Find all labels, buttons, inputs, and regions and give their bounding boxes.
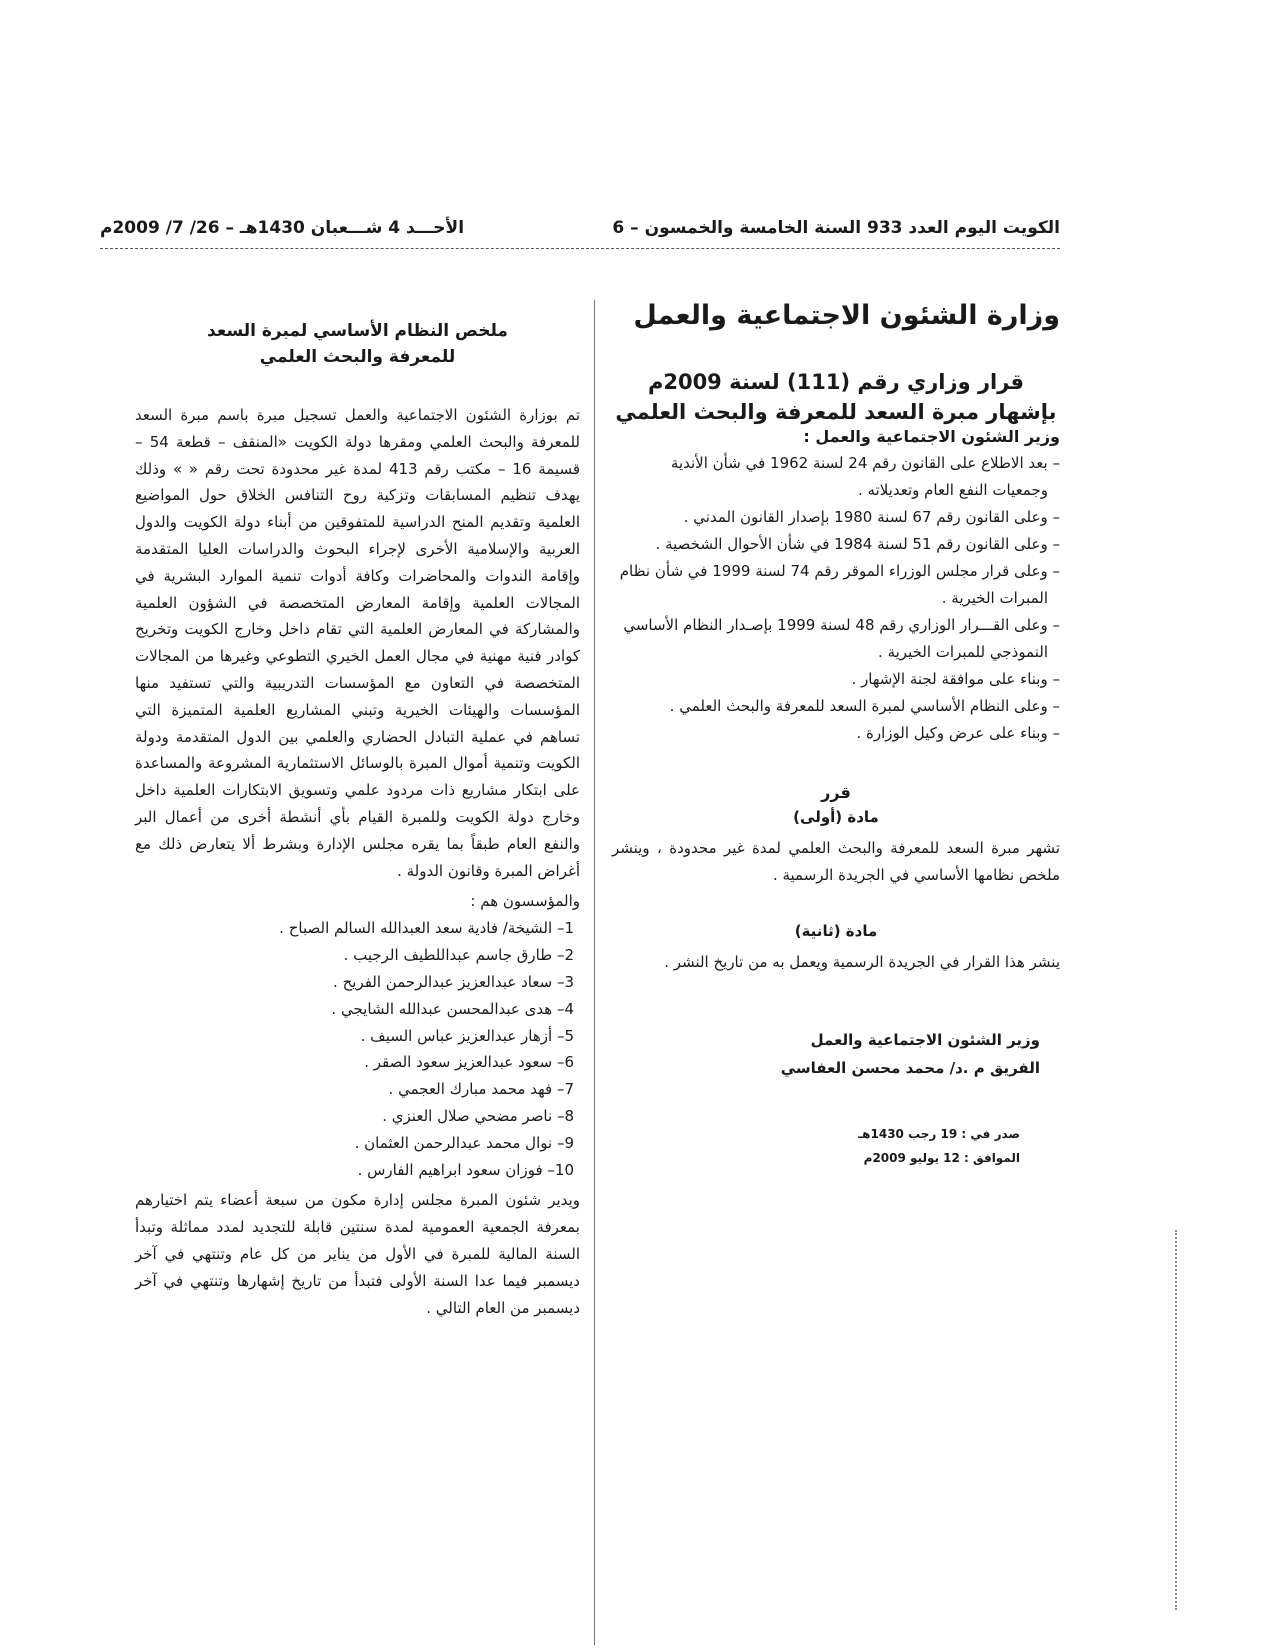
signature-title: وزير الشئون الاجتماعية والعمل (810, 1031, 1040, 1049)
preamble-item: – وعلى قرار مجلس الوزراء الموقر رقم 74 لسنة 1999 في شأن نظام المبرات الخيرية . (612, 558, 1060, 612)
decision-subtitle: بإشهار مبرة السعد للمعرفة والبحث العلمي (615, 400, 1057, 424)
preamble-item: – وبناء على موافقة لجنة الإشهار . (612, 666, 1060, 693)
column-divider (594, 300, 595, 1645)
preamble-item: – وعلى القـــرار الوزاري رقم 48 لسنة 1999 بإصـدار النظام الأساسي النموذجي للمبرات الخيرية . (612, 612, 1060, 666)
founder-item: 6– سعود عبدالعزيز سعود الصقر . (364, 1053, 574, 1072)
summary-column (135, 318, 580, 1321)
preamble-item: – وعلى القانون رقم 67 لسنة 1980 بإصدار القانون المدني . (612, 504, 1060, 531)
management-paragraph: ويدير شئون المبرة مجلس إدارة مكون من سبعة أعضاء يتم اختيارهم بمعرفة الجمعية العمومية لمدة سنتين قابلة للتجديد لمدد مماثلة وتبدأ السنة المالية للمبرة في الأول من يناير من كل عام وتنتهي في آخر ديسمبر فيما عدا السنة الأولى فتبدأ من تاريخ إشهارها وتنتهي في آخر ديسمبر من العام التالي . (135, 1191, 580, 1317)
issue-dates (612, 1122, 1060, 1170)
corresponding-date: الموافق : 12 يوليو 2009م (863, 1151, 1020, 1165)
page-header (100, 218, 1060, 246)
preamble-item: – وعلى القانون رقم 51 لسنة 1984 في شأن الأحوال الشخصية . (612, 531, 1060, 558)
summary-body: تم بوزارة الشئون الاجتماعية والعمل تسجيل مبرة باسم مبرة السعد للمعرفة والبحث العلمي ومقرها دولة الكويت «المنقف – قطعة 54 – قسيمة 16 – مكتب رقم 413 لمدة غير محدودة تحت رقم « » وذلك يهدف تنظيم المسابقات وتزكية روح التنافس الخلاق حول المواضيع العلمية وتقديم المنح الدراسية للمتفوقين من أبناء دولة الكويت والدول العربية والإسلامية الأخرى لإجراء البحوث والدراسات العليا المتقدمة وإقامة الندوات والمحاضرات وكافة أدوات تنمية الموارد البشرية في المجالات العلمية وإقامة المعارض المتخصصة في الشؤون العلمية والمشاركة في المعارض العلمية التي تقام داخل وخارج الكويت وتخريج كوادر فنية مهنية في مجال العمل الخيري التطوعي وغيرها من المجالات المتخصصة في التعاون مع المؤسسات التدريبية والتي تستفيد منها المؤسسات والهيئات الخيرية وتبني المشاريع العلمية المتميزة التي تساهم في عملية التبادل الحضاري والعلمي بين الدول المتقدمة ودولة الكويت وتنمية أموال المبرة بالوسائل الاستثمارية المشروعة والمساعدة على ابتكار مشاريع ذات مردود علمي وتسويق الابتكارات العلمية داخل وخارج دولة الكويت وللمبرة القيام بأي أنشطة أخرى من أعمال البر والنفع العام طبقاً بما يقره مجلس الإدارة وبشرط ألا يتعارض ذلك مع أغراض المبرة وقانون الدولة . (135, 406, 581, 880)
preamble-list (612, 450, 1060, 747)
founder-item: 1– الشيخة/ فادية سعد العبدالله السالم الصباح . (279, 919, 574, 938)
founders-list (135, 915, 580, 1183)
summary-title-line-1: ملخص النظام الأساسي لمبرة السعد (207, 321, 508, 341)
article-1-title: مادة (أولى) (793, 808, 879, 826)
minister-intro: وزير الشئون الاجتماعية والعمل : (803, 427, 1060, 446)
decision-title: قرار وزاري رقم (111) لسنة 2009م (647, 370, 1025, 394)
summary-title (135, 318, 580, 370)
preamble-item: – وبناء على عرض وكيل الوزارة . (612, 720, 1060, 747)
scan-mark (1175, 1230, 1177, 1610)
header-issue: الكويت اليوم العدد 933 السنة الخامسة والخمسون – 6 (612, 218, 1060, 238)
founder-item: 3– سعاد عبدالعزيز عبدالرحمن الفريح . (333, 972, 574, 991)
signature-name: الفريق م .د/ محمد محسن العفاسي (780, 1059, 1040, 1077)
summary-title-line-2: للمعرفة والبحث العلمي (259, 347, 456, 367)
article-1-text: تشهر مبرة السعد للمعرفة والبحث العلمي لمدة غير محدودة ، وينشر ملخص نظامها الأساسي في الجريدة الرسمية . (612, 839, 1060, 884)
decides-heading: قرر (821, 783, 851, 802)
header-date: الأحـــد 4 شـــعبان 1430هـ – 26/ 7/ 2009م (100, 218, 465, 238)
founder-item: 7– فهد محمد مبارك العجمي . (388, 1080, 574, 1099)
founder-item: 9– نوال محمد عبدالرحمن العثمان . (354, 1133, 574, 1152)
header-divider (100, 248, 1060, 249)
founder-item: 10– فوزان سعود ابراهيم الفارس . (357, 1160, 574, 1179)
founder-item: 4– هدى عبدالمحسن عبدالله الشايجي . (331, 999, 574, 1018)
decision-column (612, 300, 1060, 1170)
founders-heading: والمؤسسون هم : (470, 892, 580, 911)
founder-item: 5– أزهار عبدالعزيز عباس السيف . (360, 1026, 574, 1045)
preamble-item: – وعلى النظام الأساسي لمبرة السعد للمعرفة والبحث العلمي . (612, 693, 1060, 720)
signature-block (612, 1026, 1060, 1082)
article-2-text: ينشر هذا القرار في الجريدة الرسمية ويعمل به من تاريخ النشر . (664, 953, 1060, 971)
founder-item: 2– طارق جاسم عبداللطيف الرجيب . (343, 946, 574, 965)
article-2-title: مادة (ثانية) (794, 922, 878, 940)
preamble-item: – بعد الاطلاع على القانون رقم 24 لسنة 1962 في شأن الأندية وجمعيات النفع العام وتعديلاته . (612, 450, 1060, 504)
ministry-heading: وزارة الشئون الاجتماعية والعمل (633, 300, 1060, 331)
founder-item: 8– ناصر مضحي صلال العنزي . (382, 1106, 574, 1125)
issued-date: صدر في : 19 رجب 1430هـ (858, 1127, 1020, 1141)
